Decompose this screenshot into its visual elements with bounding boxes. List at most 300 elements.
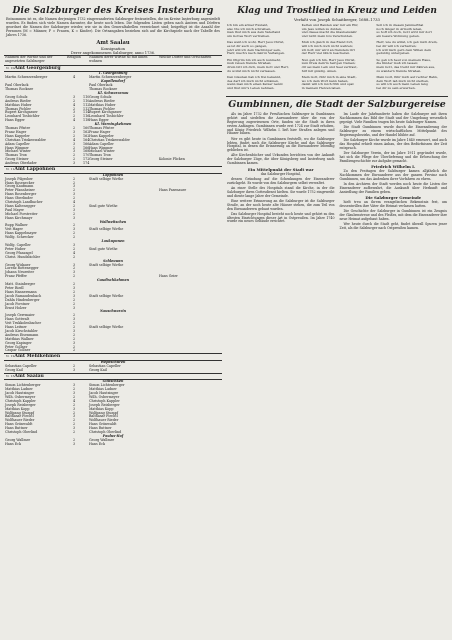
settler-name: Georg Wallmer — [5, 437, 31, 442]
settler-name: Hans Rosenecker — [5, 180, 35, 185]
village-name: Kl. Warningkehmen — [94, 122, 132, 127]
count-cell: 3 — [72, 270, 76, 275]
count-cell: 3 — [72, 207, 76, 212]
host-name: Stadt selbige Wirthe — [89, 262, 124, 267]
settler-name: Joseph Gerrmaier — [5, 313, 35, 318]
village-name: Schleuwen — [103, 258, 123, 263]
count-cell: 3 — [72, 215, 76, 220]
host-name: Thomas Trox — [89, 153, 111, 158]
column-header-name: Nahmen der Wirthe und der angesetzten Salzburger — [4, 55, 66, 65]
host-name: Joseph Reisberger — [89, 402, 120, 407]
settler-name: Hans Ruttner — [5, 426, 28, 431]
number-cell: 166 — [83, 141, 90, 146]
poem-line: um Jesu willen zu dulden, — [301, 26, 342, 31]
settler-name: Matt. Stainberger — [5, 282, 36, 287]
settler-name: Hans Kappelmayer — [5, 231, 37, 236]
settler-name: Matthias Kopp — [5, 406, 30, 411]
count-cell: 3 — [72, 243, 76, 247]
host-name: Thomas Pfister — [89, 126, 115, 131]
count-cell: 2 — [72, 274, 76, 279]
settler-name: Jacob Hautzinger — [5, 391, 35, 395]
poem-stanza — [302, 24, 373, 39]
host-name: Sind gute Wirthe — [89, 246, 118, 251]
village-name: Wallweitschen — [99, 219, 127, 224]
number-cell: 110 — [83, 94, 90, 99]
article-paragraph: Die Geschichte der Salzburger in Gumbinnen ist ein Zeugnis der Glaubenstreue und des Fleißes, mit dem die Einwanderer ihre neue Heimat aufgebaut haben. — [339, 209, 447, 222]
host-name: Stadt selbige Wirthe — [89, 325, 124, 330]
settler-name: Hans Egger — [5, 118, 25, 123]
host-name: Simon Lichtenberger — [89, 383, 125, 388]
poem-stanza — [227, 59, 298, 74]
number-cell: 166 — [83, 145, 90, 150]
host-name: Wolfhauer Rieder — [89, 418, 119, 423]
article-paragraph: hielt treu an ihrem evangelischen Bekenntnis fest, um dessentwillen ihre Väter die Heimat verlassen hatten. — [339, 200, 447, 209]
poem-line: Den Glauben hab ich frei bekannt, — [227, 74, 282, 79]
section-index: N. 12 — [6, 354, 15, 359]
number-cell: 112 — [83, 102, 90, 107]
poem-line: Mein Gott, führ mich in eine Stadt, — [301, 74, 357, 79]
number-cell: 168 — [83, 149, 90, 154]
article-paragraph: Der Salzburger Verein, der im Jahre 1911 gegründet wurde, hat sich die Pflege der Überlieferung und die Erforschung der Familiengeschichte zur Aufgabe gemacht. — [339, 151, 447, 163]
settler-name: Simon Lichtenberger — [5, 383, 41, 388]
intro-paragraph: Entnommen ist es, die Namen derjenigen 1732 eingewanderten Salzburger festzustellen, die im Kreise Insterburg angesiedelt wurden. Es finden sich viele Namen darunter, die heute noch leben. Die folgenden Listen geben nach Ämtern und Dörfern geordnet die Namen der Salzburger wieder, wie sie in den Generaltabellen verzeichnet sind; beigefügt ist die Anzahl der Personen (M = Männer, F = Frauen, K = Kinder). Die Ortsangaben beziehen sich auf die Kirchspiele nach der Tabelle des Jahres 1736. — [6, 17, 220, 37]
office-heading: Amt Saalau — [96, 39, 130, 46]
host-name: Georg Schulz — [89, 94, 112, 99]
count-cell: 3 — [72, 94, 76, 99]
poem-line: um Gottes Wort vertreiben. — [227, 34, 271, 39]
settler-name: Rupp Wallner — [5, 223, 28, 228]
place-name — [158, 443, 222, 447]
section-index: N. 11 — [6, 167, 15, 172]
poem-author: Verfaßt von Joseph Schaitberger, 1688–1733 — [294, 17, 380, 22]
settler-name: Franz Pfeffer — [5, 274, 27, 279]
count-cell: 2 — [72, 387, 76, 392]
settler-name: Veit Trukkolenbacher — [5, 321, 42, 326]
article-paragraph: Wer heute durch die Stadt geht, findet überall Spuren jener Zeit, als die Salzburger nach Ostpreußen kamen. — [339, 222, 447, 231]
village-name: Kapellendorf — [100, 79, 126, 84]
table-header — [4, 55, 222, 65]
poem-line: man thut mich aus dem Vaterland — [227, 30, 281, 35]
count-cell: 3 — [72, 129, 76, 134]
host-name: Thomas Pichler — [89, 106, 115, 111]
count-cell: 2 — [72, 430, 76, 435]
settler-name: Hans Leitner — [5, 325, 27, 330]
host-name: Stadt selbige Wirthe — [89, 293, 124, 298]
host-name: Matthias Ladner — [89, 387, 117, 392]
column-header-religion: Religion — [66, 55, 82, 65]
poem-line: des darf ich mich nicht schämen, — [227, 78, 279, 83]
poem-stanza — [376, 41, 447, 56]
number-cell: 160 — [83, 126, 90, 131]
village-name: Gaudischkehmen — [97, 278, 129, 283]
count-cell: 4 — [72, 75, 76, 80]
poem-line: Ketten und Banden war mir ein Ehr, — [301, 23, 359, 27]
column-header-host: Nahmen derer Wirthe so mit ihnen wohnen — [88, 55, 158, 65]
count-cell: 3 — [72, 161, 76, 166]
poem-line: bei dir zu sein erwerben. — [376, 86, 416, 91]
count-cell: 2 — [72, 336, 76, 341]
poem-line: Ich bin ein armer Exulant, — [227, 23, 269, 27]
settler-name: Ernst Holzer — [5, 305, 27, 310]
settler-name: Michael Forstreiter — [5, 211, 38, 216]
count-cell: 3 — [72, 426, 76, 431]
count-cell: 2 — [72, 133, 76, 138]
settler-name: Georg Kaufmann — [5, 184, 34, 189]
poem-stanza — [376, 76, 447, 91]
count-cell: 2 — [72, 437, 76, 442]
settler-name: Leonhard Tosbichler — [5, 114, 40, 119]
count-cell: 3 — [72, 149, 76, 154]
count-cell: 2 — [72, 332, 76, 337]
number-cell: 172 — [83, 157, 90, 162]
settler-name: Caspar Gollner — [5, 348, 31, 353]
left-column — [4, 4, 222, 636]
article-paragraph: Eine weitere Erinnerung an die Salzburger ist die Salzburger Straße, an der noch heute alte Häuser stehen, die zum Teil von den Einwanderern gebaut wurden. — [227, 198, 335, 211]
host-name: Thomas Rockner — [89, 86, 118, 91]
poem-line: drum bitt ich dich, mein Gott und Herr, — [227, 65, 289, 70]
settler-name: Hans Kirchmayr — [5, 215, 33, 220]
settler-name: Jacob Forstner — [5, 301, 30, 306]
article-subheading: Friedrich Wilhelm I. — [371, 164, 416, 170]
article-paragraph: An einer Stelle des Hospitals stand die Kirche, in der die Salzburger ihren Gottesdienst hielten. Sie wurde 1752 eingeweiht und diente lange Jahre der Gemeinde. — [227, 185, 335, 198]
settler-name: Hans Kaltenegger — [5, 203, 36, 208]
count-cell: 3 — [72, 141, 76, 146]
settler-name: Georg Kapinger — [5, 340, 32, 345]
count-cell: 2 — [72, 203, 76, 208]
host-name: Hans Grünwaldt — [89, 422, 117, 427]
host-name: Hans Eck — [89, 441, 105, 446]
host-name: Stadt selbige Wirthe — [89, 176, 124, 181]
village-name: Nauschwarzin — [99, 309, 127, 314]
host-name: Sebastian Capeller — [89, 363, 121, 368]
poem-line: und nicht mein bös Verschulden. — [301, 34, 354, 39]
article-body — [227, 113, 447, 231]
settler-register-table — [4, 55, 222, 447]
poem-body — [227, 24, 447, 93]
column-header-place: Welche Dörfer und Ortschaften — [158, 55, 222, 65]
settler-name: Rupert Kirchgasser — [5, 110, 38, 115]
count-cell: 2 — [72, 282, 76, 287]
count-cell: 2 — [72, 313, 76, 318]
article-subheading: Die Salzburger Gemeinde — [365, 195, 422, 201]
poem-line: bei dir will ich verharren; — [376, 44, 417, 49]
count-cell: 2 — [72, 325, 76, 330]
article-paragraph: Die Salzburger Kirche wurde im Jahre 1840 erneuert, und auch das Hospital erhielt einen Anbau, der den Bedürfnissen der Zeit entsprach. — [339, 138, 447, 150]
poem-line: mein Gott, das treibt mir Zähren aus, — [376, 65, 436, 70]
poem-stanza — [227, 24, 298, 39]
poem-line: die Kinder muß ich lassen; — [376, 61, 419, 66]
count-cell: 2 — [72, 211, 76, 216]
settler-name: Christ. Hundsbichler — [5, 254, 41, 259]
settler-name: Christoph Kappler — [5, 398, 36, 403]
count-cell: 2 — [72, 223, 76, 228]
village-name: Paulus-Hof — [102, 433, 124, 438]
poem-line: und dieses macht die Glaubenslehr — [301, 30, 357, 35]
settler-name: Wolfgang Stumpf — [5, 410, 34, 415]
settler-name: Wolfhauer Rieder — [5, 418, 35, 423]
poem-line: geduldig untergeben. — [376, 51, 411, 56]
settler-name: Thomas Pfister — [5, 126, 31, 131]
settler-name: Martin Schwarzenberger — [5, 75, 48, 80]
poem-line: zum Preis dein'm heil'gen Namen; — [301, 61, 356, 66]
place-name: Kolonie Plicken — [159, 157, 185, 162]
host-name: Stadt selbige Wirthe — [89, 227, 124, 232]
settler-name: Veit Hager — [5, 227, 23, 232]
poem-line: Herr, mach's nach dein'm Verlangen. — [227, 51, 286, 56]
number-cell: 112 — [83, 106, 90, 111]
settler-name: Hans Kappeler — [5, 133, 30, 138]
poem-line: dein Wort laß mich nicht sterben, — [376, 78, 430, 83]
host-name: Matthias Huber — [89, 102, 116, 107]
article-paragraph: Das Salzburger Hospital besteht noch heute und gehört zu den ältesten Einrichtungen dieser Art in Ostpreußen. Im Jahre 1740 wurde ein neues Gebäude errichtet. — [227, 211, 335, 224]
host-name: Wolfgang Stumpf — [89, 410, 118, 415]
poem-line: also thu ich mich schreiben, — [227, 26, 272, 31]
right-column — [226, 4, 448, 636]
settler-name: Georg Schulz — [5, 94, 28, 99]
settler-name: Georg Kail — [5, 367, 23, 372]
number-cell: 170 — [83, 153, 90, 158]
poem-line: in meinem Herzen laben. — [301, 86, 342, 91]
place-name: Hans Geier — [159, 274, 178, 279]
poem-stanza — [376, 59, 447, 74]
settler-name: Andreas Eisenmann — [5, 332, 39, 337]
section-index: N. 13 — [6, 373, 15, 378]
settler-name: Balthasar Fiechtl — [5, 414, 34, 419]
settler-name: Thomas Pichler — [5, 106, 31, 111]
settler-name: Johann Neureiter — [5, 270, 35, 275]
poem-line: damit will ich mich früh und spat — [301, 82, 354, 87]
count-cell: 2 — [72, 176, 76, 181]
host-name: Franz Hager — [89, 129, 111, 134]
settler-name: Christian Trinkenwalder — [5, 137, 46, 142]
settler-name: Hans Gottwalt — [5, 317, 30, 322]
settler-name: Wolfg. Schrecker — [5, 235, 34, 240]
count-cell: 4 — [72, 137, 76, 142]
settler-name: Matthias Wallner — [5, 336, 34, 341]
village-name: Kl. Schwarzenau — [97, 90, 129, 95]
poem-line: ich will mich gern dem Willen dein — [376, 47, 431, 52]
host-name: Christoph Oberlind — [89, 430, 122, 435]
count-cell: 3 — [72, 184, 76, 189]
host-name: Georg Steiner — [89, 157, 113, 162]
settler-name: Joseph Pilgrober — [5, 176, 33, 181]
poem-line: ein bessre Wohnung geben. — [376, 34, 420, 39]
count-cell: 2 — [72, 254, 76, 259]
poem-line: so hoff ich doch, Gott wird mir dort — [376, 30, 432, 35]
number-cell: 114 — [83, 110, 90, 115]
settler-name: Hans Oberlinder — [5, 196, 33, 201]
village-name: Lappöhnen — [102, 172, 124, 177]
poem-line: will ich mich doch nicht wehren; — [301, 44, 353, 49]
host-name: Balthasar Fiechtl — [89, 414, 118, 419]
poem-stanza — [227, 76, 298, 91]
settler-name: Hans Wimmer — [5, 145, 29, 150]
article-paragraph: Alte Kirchenbücher und Urkunden berichten von der Ankunft der Salzburger Züge, die über Königsberg und Insterburg nach Gumbinnen kamen. — [227, 153, 335, 166]
number-cell: 110 — [83, 98, 90, 103]
settler-name: Thomas Trox — [5, 153, 27, 158]
section-name: Amt Mehlkehmen — [14, 354, 61, 360]
host-name: Georg Wallmer — [89, 437, 115, 442]
section-name: Amt Georgenburg — [14, 65, 61, 71]
count-cell: 2 — [72, 98, 76, 103]
host-name: Matthias Kopp — [89, 406, 114, 411]
count-cell: 2 — [72, 402, 76, 407]
count-cell: 3 — [72, 383, 76, 388]
host-name: Sind gute Wirthe — [89, 203, 118, 208]
count-cell: 2 — [72, 126, 76, 131]
table-caption-1: Konsignation — [101, 46, 125, 51]
settler-name: Peter Huber — [5, 246, 26, 251]
host-name: Georg Kail — [89, 367, 107, 372]
poem-stanza — [302, 76, 373, 91]
poem-stanza — [302, 59, 373, 74]
count-cell: 3 — [72, 317, 76, 322]
count-cell: 2 — [72, 410, 76, 415]
left-banner: Die Salzburger des Kreises Insterburg — [12, 6, 214, 16]
number-cell: 162 — [83, 133, 90, 138]
count-cell: 4 — [72, 250, 76, 255]
count-cell: 2 — [72, 106, 76, 111]
count-cell: 3 — [72, 305, 76, 310]
count-cell: 3 — [72, 262, 76, 267]
count-cell: 2 — [72, 394, 76, 399]
settler-name: Joseph Reisberger — [5, 402, 36, 407]
section-name: Amt Lappöhnen — [14, 167, 56, 173]
host-name: Michael Winter — [89, 149, 115, 154]
article-paragraph: dessen Gründung auf die Schenkungen der Einwanderer zurückgeht. Es wurde von den Salzburgern selbst verwaltet. — [227, 176, 335, 185]
host-name: Jacob Hautzinger — [89, 391, 119, 395]
table-caption-2: Derer angekommenen Salzburger, anno 1736. — [70, 50, 156, 55]
count-cell: 2 — [72, 188, 76, 193]
settler-name: Hans Grünwaldt — [5, 422, 33, 427]
poem-line: ich hoff, mir wird an fremdem Ort — [301, 47, 355, 52]
count-cell: 2 — [72, 363, 76, 368]
poem-line: du wollst mich nicht verlassen. — [227, 68, 276, 73]
count-cell: 2 — [72, 196, 76, 201]
count-cell: 2 — [72, 231, 76, 236]
article-paragraph: In den Archiven der Stadt werden noch heute die Listen der Einwanderer aufbewahrt, die Auskunft über Herkunft und Ansiedlung der Familien geben. — [339, 182, 447, 194]
settler-name: Dahln Hindenberger — [5, 297, 40, 302]
settler-name: Jacob Ramaudenbach — [5, 293, 42, 298]
count-cell: 2 — [72, 114, 76, 119]
settler-name: Paul Mayer — [5, 207, 24, 212]
settler-name: Peter Pfannheiser — [5, 188, 35, 193]
count-cell: 2 — [72, 321, 76, 326]
host-name: Christian Trinkenwalder — [89, 137, 130, 142]
poem-title: Klag und Trostlied in Kreuz und Leiden — [237, 6, 437, 16]
settler-name: Christoph Landbacher — [5, 200, 43, 205]
poem-line: noch länger in Armuth leben, — [376, 26, 423, 31]
article-subheading: Ein Mittelpunkt der Stadt war — [247, 166, 314, 172]
poem-line: jetzt will ich dein Nachfolger sein, — [227, 47, 281, 52]
count-cell: 2 — [72, 297, 76, 302]
settler-name: Thomas Rockner — [5, 86, 34, 91]
settler-name: Georg Pfanzagel — [5, 250, 33, 255]
place-name: Hans Pasenauer — [159, 188, 187, 193]
settler-name: Georg Widauer — [5, 262, 31, 267]
count-cell: 3 — [72, 391, 76, 395]
settler-name: Peter Riedl — [5, 285, 24, 290]
settler-name: Adam Capeller — [5, 141, 30, 146]
host-name: Andreas Rieder — [89, 98, 115, 103]
settler-name: Paul Oberlack — [5, 83, 29, 88]
host-name: Hans Ruttner — [89, 426, 112, 431]
settler-name: Georg Steiner — [5, 157, 29, 162]
poem-line: Nun geh ich hin, Herr Jesu Christ, — [301, 57, 356, 62]
number-cell: 118 — [83, 118, 90, 123]
host-name: Hans Wimmer — [89, 145, 113, 150]
count-cell: 2 — [72, 418, 76, 423]
poem-line: wo ich dein Wort kann haben, — [301, 78, 349, 83]
settler-name: Matthias Ladner — [5, 387, 33, 392]
poem-line: Ein Pilgrim bin ich auch nunmehr, — [227, 57, 281, 62]
count-cell: 2 — [72, 348, 76, 353]
table-body — [4, 65, 222, 446]
count-cell: 2 — [72, 289, 76, 294]
number-cell: 174 — [83, 161, 90, 166]
poem-line: So geh ich heut von meinem Haus, — [376, 57, 431, 62]
host-name: Adam Capeller — [89, 141, 114, 146]
settler-name: Wilh. Osbermeyer — [5, 394, 36, 399]
poem-line: muß reisen fremde Straßen; — [227, 61, 272, 66]
count-cell: 3 — [72, 414, 76, 419]
article-paragraph: Als im Jahre 1732 die Preußischen Salzburger in Gumbinnen gehört und siedelten die Auswanderer über die von der Regierung zugewiesenen Orte, fanden sie die Stadt in ihren ersten Anfängen. Gumbinnen wurde erst 1724 zur Stadt erhoben, und König Friedrich Wilhelm I. ließ hier Straßen anlegen und Häuser bauen. — [227, 112, 335, 136]
count-cell: 2 — [72, 422, 76, 427]
settler-name: Matthias Huber — [5, 102, 32, 107]
count-cell: 2 — [72, 157, 76, 162]
count-cell: 4 — [72, 118, 76, 123]
host-name: Rupert Kirchgasser — [89, 110, 122, 115]
host-name: Christoph Kappler — [89, 398, 120, 403]
count-cell: 3 — [72, 340, 76, 345]
host-name: Paul Oberlack — [89, 83, 113, 88]
poem-stanza — [227, 41, 298, 56]
divider-rule — [226, 96, 448, 97]
host-name: Martin Schwarzenberger — [89, 75, 132, 80]
count-cell: 3 — [72, 110, 76, 115]
count-cell: 3 — [72, 328, 76, 333]
settler-name: Christoph Oberlind — [5, 430, 38, 435]
host-name: Wilh. Osbermeyer — [89, 394, 120, 399]
count-cell: 3 — [72, 406, 76, 411]
count-cell: 2 — [72, 153, 76, 158]
settler-name: Jacob Kirschstahler — [5, 328, 38, 333]
poem-line: Soll ich in diesem Jammerthal — [376, 23, 424, 27]
count-cell: 3 — [72, 293, 76, 298]
article-headline: Gumbinnen, die Stadt der Salzburgereise — [228, 99, 446, 111]
number-cell: 162 — [83, 129, 90, 134]
poem-line: dir sei mein Leib und Seel vertraut, — [301, 65, 358, 70]
section-name: Amt Saalau — [14, 373, 44, 379]
number-cell: 116 — [83, 114, 90, 119]
count-cell: 3 — [72, 227, 76, 232]
article-paragraph: Zu den Festtagen der Salzburger kamen alljährlich die Nachkommen der Einwanderer aus der ganzen Provinz nach Gumbinnen, um das Andenken ihrer Vorfahren zu ehren. — [339, 169, 447, 181]
village-name: Laukuponen — [101, 239, 125, 244]
poem-line: Mein Gott, führ mich auf rechter Bahn, — [376, 74, 438, 79]
count-cell: 3 — [72, 367, 76, 372]
poem-stanza — [302, 41, 373, 56]
count-cell: 2 — [72, 145, 76, 150]
poem-line: so will ich auch mein Leben lang — [376, 82, 428, 87]
poem-line: Herr, wie du willst, ich geb mich drein, — [376, 40, 438, 45]
count-cell: 4 — [72, 200, 76, 205]
count-cell: 3 — [72, 285, 76, 290]
poem-line: und thut mir's Leben nehmen. — [227, 86, 275, 91]
host-name: Leonhard Tosbichler — [89, 114, 124, 119]
settler-name: Michael Winter — [5, 149, 31, 154]
poem-line: es ist dir auch so gangen, — [227, 44, 268, 49]
count-cell: 2 — [72, 344, 76, 349]
